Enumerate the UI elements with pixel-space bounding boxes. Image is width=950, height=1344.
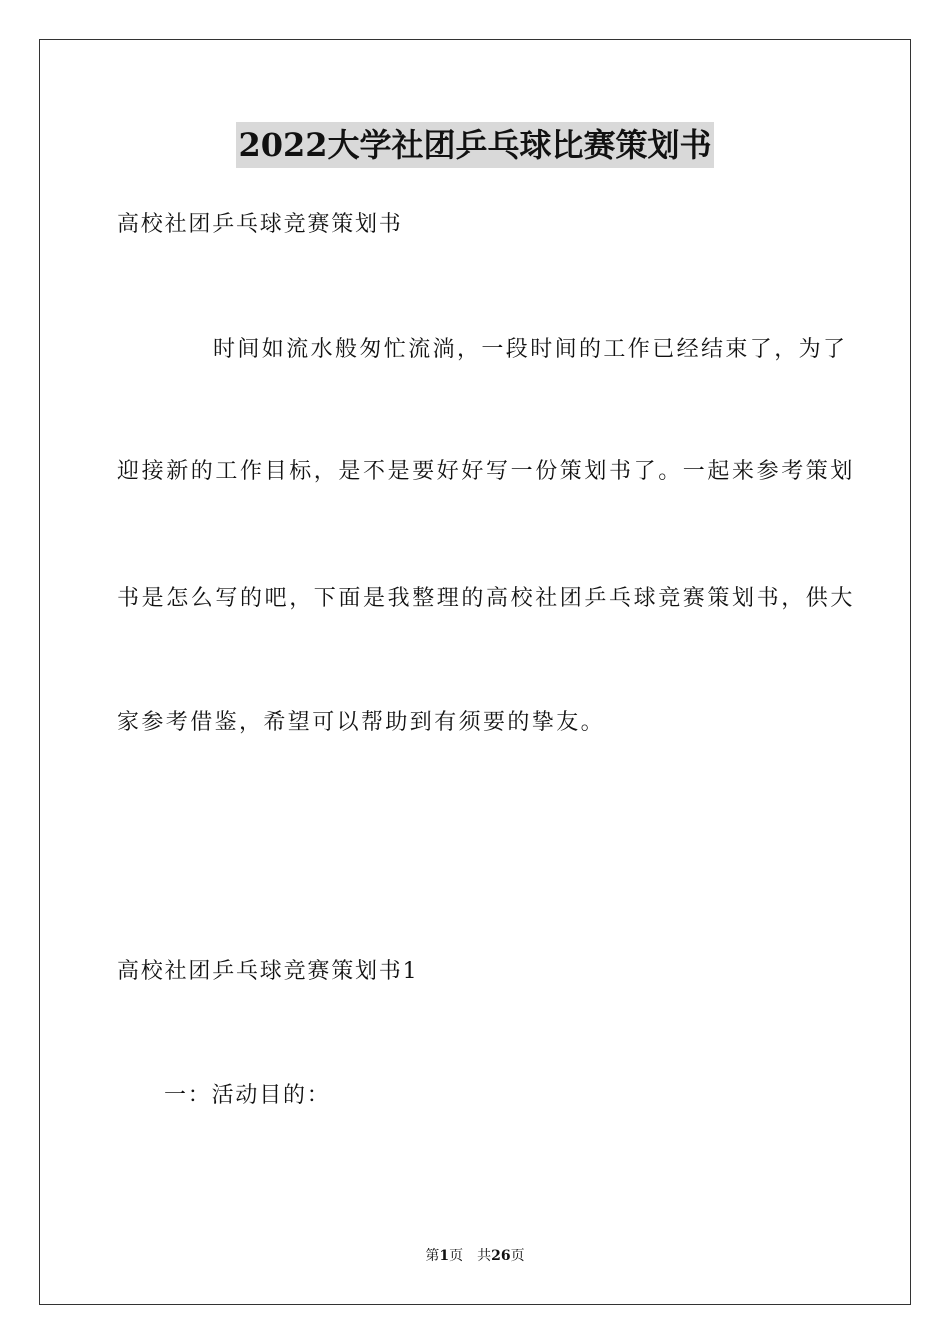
page-number: 1 <box>439 1248 450 1264</box>
total-suffix: 页 <box>510 1248 525 1264</box>
paragraph-line-3: 书是怎么写的吧，下面是我整理的高校社团乒乓球竞赛策划书，供大 <box>117 586 856 611</box>
document-title-text: 2022大学社团乒乓球比赛策划书 <box>236 122 713 168</box>
page-prefix: 第 <box>425 1248 440 1264</box>
total-pages: 26 <box>491 1248 511 1264</box>
item-heading: 一：活动目的： <box>164 1083 331 1108</box>
paragraph-line-2: 迎接新的工作目标，是不是要好好写一份策划书了。一起来参考策划 <box>117 459 856 484</box>
total-prefix: 共 <box>477 1248 492 1264</box>
document-title <box>0 122 950 174</box>
page-footer <box>0 1246 950 1266</box>
paragraph-line-4: 家参考借鉴，希望可以帮助到有须要的挚友。 <box>117 710 606 735</box>
page-suffix: 页 <box>449 1248 464 1264</box>
paragraph-line-1: 时间如流水般匆忙流淌，一段时间的工作已经结束了，为了 <box>213 337 848 362</box>
section-heading: 高校社团乒乓球竞赛策划书1 <box>117 959 419 984</box>
document-subtitle: 高校社团乒乓球竞赛策划书 <box>117 212 403 237</box>
